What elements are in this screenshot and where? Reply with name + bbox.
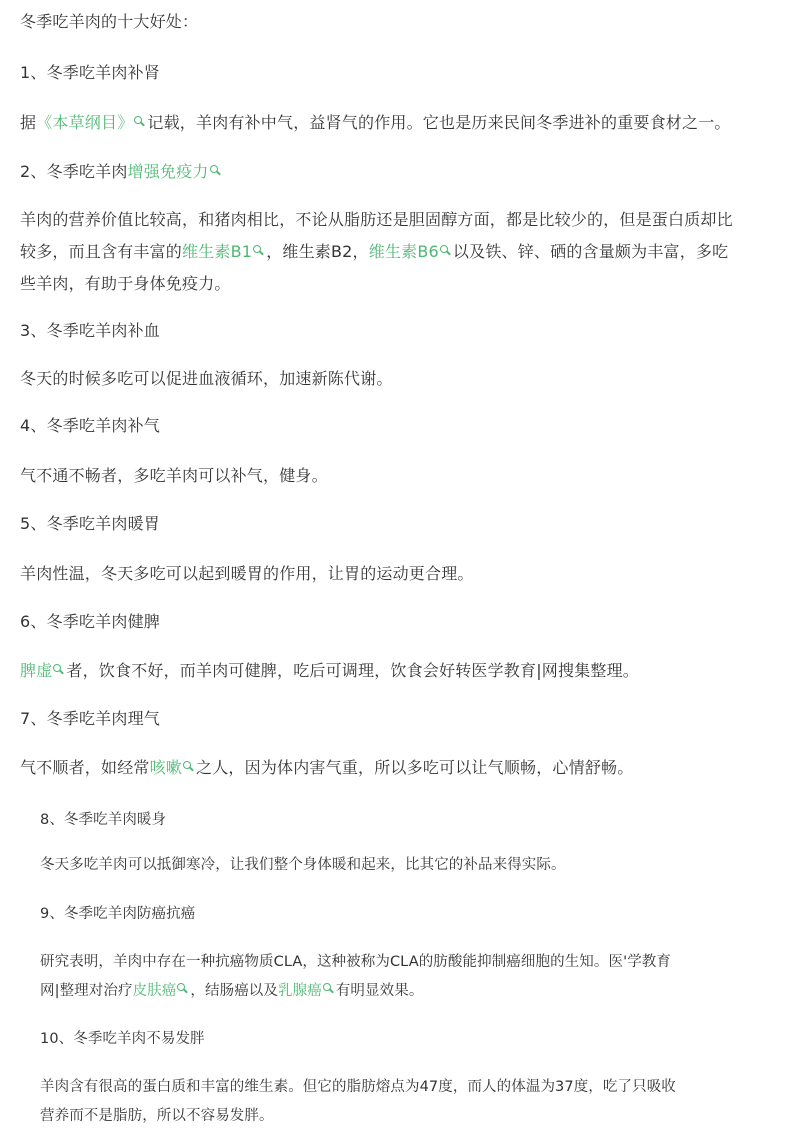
text-run: 羊肉性温，冬天多吃可以起到暖胃的作用，让胃的运动更合理。: [20, 564, 474, 583]
section-heading: [20, 156, 223, 188]
search-icon[interactable]: [177, 983, 185, 991]
search-icon[interactable]: [253, 245, 261, 253]
text-run: ，结肠癌以及: [190, 983, 279, 999]
section-heading: 1、冬季吃羊肉补肾: [20, 63, 160, 82]
text-run: 之人，因为体内害气重，所以多吃可以让气顺畅，心情舒畅。: [196, 758, 634, 777]
paragraph-line: [40, 850, 566, 880]
keyword-link[interactable]: 《本草纲目》: [36, 113, 134, 132]
section-heading: 4、冬季吃羊肉补气: [20, 416, 160, 435]
text-run: 羊肉含有很高的蛋白质和丰富的维生素。但它的脂肪熔点为47度，而人的体温为37度，吃了只吸收: [40, 1079, 676, 1095]
text-run: 营养而不是脂肪，所以不容易发胖。: [40, 1108, 274, 1124]
text-run: 者，饮食不好，而羊肉可健脾，吃后可调理，饮食会好转医学教育|网搜集整理。: [66, 661, 639, 680]
search-icon[interactable]: [323, 983, 331, 991]
paragraph-line: [20, 204, 733, 236]
keyword-link[interactable]: 增强免疫力: [127, 162, 209, 181]
text-run: 有明显效果。: [335, 983, 424, 999]
paragraph-line: [20, 558, 474, 590]
keyword-link[interactable]: 咳嗽: [149, 758, 183, 777]
keyword-link[interactable]: 维生素B6: [368, 242, 439, 261]
paragraph-line: [20, 236, 728, 268]
paragraph-line: [40, 1101, 274, 1131]
search-icon[interactable]: [183, 761, 191, 769]
text-run: 冬天多吃羊肉可以抵御寒冷，让我们整个身体暖和起来，比其它的补品来得实际。: [40, 857, 566, 873]
search-icon[interactable]: [440, 245, 448, 253]
section-heading: 6、冬季吃羊肉健脾: [20, 612, 160, 631]
paragraph-line: [20, 107, 731, 139]
paragraph-line: [40, 976, 423, 1006]
paragraph-line: [20, 363, 393, 395]
section-heading: 10、冬季吃羊肉不易发胖: [40, 1031, 205, 1047]
text-run: ，维生素B2，: [266, 242, 369, 261]
paragraph-line: [40, 1072, 676, 1102]
paragraph-line: [20, 268, 231, 300]
text-run: 较多，而且含有丰富的: [20, 242, 183, 261]
text-run: 网|整理对治疗: [40, 983, 133, 999]
section-heading: 9、冬季吃羊肉防癌抗癌: [40, 906, 196, 922]
text-run: 些羊肉，有助于身体免疫力。: [20, 274, 231, 293]
text-run: 气不通不畅者，多吃羊肉可以补气，健身。: [20, 466, 328, 485]
text-run: 以及铁、锌、硒的含量颇为丰富，多吃: [452, 242, 729, 261]
search-icon[interactable]: [134, 116, 142, 124]
section-heading: 3、冬季吃羊肉补血: [20, 321, 160, 340]
keyword-link[interactable]: 维生素B1: [182, 242, 253, 261]
text-run: 羊肉的营养价值比较高，和猪肉相比，不论从脂肪还是胆固醇方面，都是比较少的，但是蛋白质却比: [20, 210, 733, 229]
keyword-link[interactable]: 皮肤癌: [132, 983, 177, 999]
search-icon[interactable]: [53, 664, 61, 672]
section-heading: 5、冬季吃羊肉暖胃: [20, 514, 160, 533]
text-run: 研究表明，羊肉中存在一种抗癌物质CLA，这种被称为CLA的肪酸能抑制癌细胞的生知。医'学教育: [40, 954, 671, 970]
paragraph-line: [20, 655, 639, 687]
paragraph-line: [20, 752, 633, 784]
paragraph-line: [20, 460, 328, 492]
text-run: 2、冬季吃羊肉: [20, 162, 128, 181]
text-run: 据: [20, 113, 37, 132]
paragraph-line: [40, 947, 671, 977]
text-run: 冬天的时候多吃可以促进血液循环，加速新陈代谢。: [20, 369, 393, 388]
search-icon[interactable]: [210, 165, 218, 173]
section-heading: 7、冬季吃羊肉理气: [20, 709, 160, 728]
text-run: 气不顺者，如经常: [20, 758, 150, 777]
text-run: 记载，羊肉有补中气，益肾气的作用。它也是历来民间冬季进补的重要食材之一。: [147, 113, 731, 132]
keyword-link[interactable]: 乳腺癌: [278, 983, 322, 999]
section-heading: 8、冬季吃羊肉暖身: [40, 812, 167, 828]
title: 冬季吃羊肉的十大好处：: [20, 12, 199, 31]
keyword-link[interactable]: 脾虚: [20, 661, 53, 680]
